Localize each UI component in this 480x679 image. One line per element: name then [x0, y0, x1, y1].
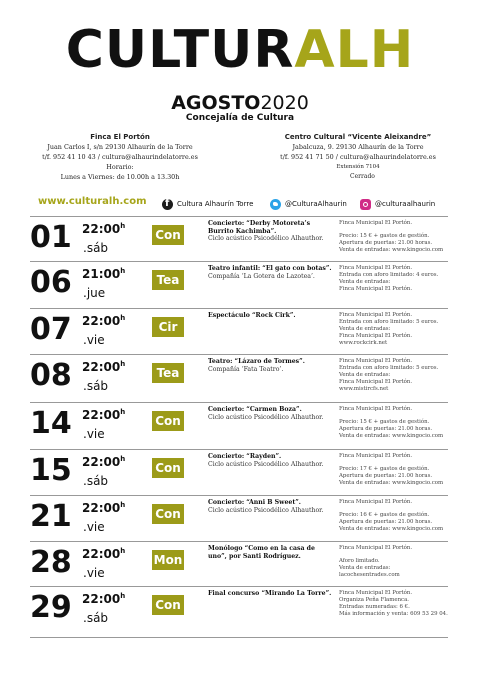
event-day: 08 [30, 358, 72, 393]
event-info-line: Finca Municipal El Portón. [339, 545, 413, 551]
event-time [82, 222, 125, 236]
event-subtitle: Compañía ‘Fata Teatro’. [208, 365, 284, 373]
event-weekday: .sáb [83, 474, 109, 488]
row-divider [30, 541, 448, 542]
event-time [82, 267, 125, 281]
event-row[interactable] [30, 405, 448, 451]
event-time-value: 22:00 [82, 455, 121, 469]
event-subtitle: Ciclo acústico Psicodélico Alhauthor. [208, 235, 324, 242]
year: 2020 [260, 92, 309, 114]
category-badge: Mon [152, 550, 184, 570]
event-info [339, 545, 451, 579]
hour-suffix: h [120, 408, 126, 416]
event-description [208, 312, 333, 320]
event-weekday: .vie [83, 333, 105, 347]
event-time-value: 22:00 [82, 547, 121, 561]
event-info-line: Precio: 17 € + gastos de gestión. [339, 466, 430, 472]
event-time-value: 22:00 [82, 592, 121, 606]
event-title: Teatro: “Lázaro de Tormes”. [208, 358, 305, 365]
event-subtitle: Compañía ‘La Gotera de Lazotea’. [208, 272, 315, 280]
event-info-line: www.mistircfs.net [339, 386, 389, 392]
event-day: 14 [30, 406, 72, 441]
event-row[interactable] [30, 452, 448, 498]
category-badge: Con [152, 411, 184, 431]
event-info [339, 220, 451, 254]
event-weekday: .vie [83, 566, 105, 580]
event-time-value: 22:00 [82, 360, 121, 374]
logo-text-black: CULTUR [65, 20, 295, 80]
event-info-line: Entrada con aforo limitado: 5 euros. [339, 365, 439, 371]
event-time [82, 360, 125, 374]
event-day: 15 [30, 453, 72, 488]
event-description [208, 220, 333, 243]
event-info [339, 406, 451, 440]
event-row[interactable] [30, 357, 448, 403]
facebook-label: Cultura Alhaurín Torre [177, 200, 254, 208]
event-info-line: www.rockcirk.net [339, 340, 388, 346]
event-info-line: Apertura de puertas: 21.00 horas. [339, 473, 433, 479]
event-time [82, 547, 125, 561]
event-info-line: Venta de entradas: [339, 326, 391, 332]
event-info-line: Finca Municipal El Portón. [339, 499, 413, 505]
twitter-icon [270, 199, 281, 210]
event-time [82, 501, 125, 515]
event-title: Espectáculo “Rock Cirk”. [208, 312, 296, 319]
month-title [0, 92, 480, 114]
hour-suffix: h [120, 547, 126, 555]
event-row[interactable] [30, 544, 448, 590]
event-row[interactable] [30, 589, 448, 635]
event-info-line: Organiza Peña Flamenca. [339, 597, 409, 603]
event-info-line: Venta de entradas: [339, 372, 391, 378]
row-divider [30, 216, 448, 217]
event-time-value: 22:00 [82, 314, 121, 328]
event-title: Final concurso “Mirando La Torre”. [208, 590, 332, 597]
event-info-line: Apertura de puertas: 21.00 horas. [339, 240, 433, 246]
event-info [339, 265, 451, 293]
event-subtitle: Ciclo acústico Psicodélico Alhauthor. [208, 506, 324, 514]
category-badge: Con [152, 225, 184, 245]
event-title: Teatro infantil: “El gato con botas”. [208, 265, 332, 272]
event-info-line: Venta de entradas: [339, 279, 391, 285]
website-link[interactable]: www.culturalh.com [38, 196, 147, 207]
row-divider [30, 308, 448, 309]
event-day: 07 [30, 312, 72, 347]
event-info-line: Finca Municipal El Portón. [339, 220, 413, 226]
event-description [208, 499, 333, 514]
facebook-link[interactable] [162, 198, 253, 210]
event-info [339, 499, 451, 533]
event-time [82, 455, 125, 469]
event-info-line: Más información y venta: 609 53 29 04. [339, 611, 448, 617]
event-info-line: Venta de entradas: www.kingocio.com [339, 433, 444, 439]
twitter-link[interactable] [270, 198, 347, 210]
event-info [339, 590, 451, 618]
hour-suffix: h [120, 222, 126, 230]
event-time [82, 592, 125, 606]
event-title: Concierto: “Rayden”. [208, 453, 282, 460]
event-info-line: Finca Municipal El Portón. [339, 312, 413, 318]
event-info-line: Finca Municipal El Portón. [339, 358, 413, 364]
event-title: Concierto: “Derby Motoreta’s Burrito Kachimba”. [208, 220, 311, 235]
event-info-line: Finca Municipal El Portón. [339, 333, 413, 339]
event-title: Concierto: “Carmen Boza”. [208, 406, 302, 413]
event-info-line: Precio: 16 € + gastos de gestión. [339, 512, 430, 518]
event-info-line: Aforo limitado. [339, 558, 380, 564]
row-divider [30, 637, 448, 638]
venue-contact: t/f. 952 41 71 50 / cultura@alhaurindelatorre.es [280, 153, 436, 161]
hour-suffix: h [120, 360, 126, 368]
event-description [208, 453, 333, 468]
venue-finca-el-porton [20, 132, 220, 182]
venue-title: Centro Cultural “Vicente Aleixandre” [284, 133, 432, 141]
event-info [339, 453, 451, 487]
row-divider [30, 586, 448, 587]
instagram-link[interactable] [360, 198, 435, 210]
social-bar [38, 196, 458, 212]
event-time [82, 408, 125, 422]
event-time-value: 22:00 [82, 222, 121, 236]
event-weekday: .vie [83, 520, 105, 534]
category-badge: Tea [152, 270, 184, 290]
event-row[interactable] [30, 264, 448, 310]
event-description [208, 358, 333, 373]
category-badge: Con [152, 458, 184, 478]
category-badge: Cir [152, 317, 184, 337]
instagram-label: @culturaalhaurin [375, 200, 436, 208]
event-weekday: .sáb [83, 379, 109, 393]
event-weekday: .vie [83, 427, 105, 441]
event-day: 06 [30, 265, 72, 300]
hour-suffix: h [120, 455, 126, 463]
venue-centro-cultural [258, 132, 458, 180]
twitter-label: @CulturaAlhaurin [285, 200, 347, 208]
culturalh-logo [0, 20, 480, 80]
event-day: 28 [30, 545, 72, 580]
row-divider [30, 402, 448, 403]
event-day: 29 [30, 590, 72, 625]
venue-address: Jabalcuza, 9. 29130 Alhaurín de la Torre [292, 143, 424, 151]
event-info-line: Finca Municipal El Portón. [339, 590, 413, 596]
instagram-icon [360, 199, 371, 210]
event-info-line: Entrada con aforo limitado: 4 euros. [339, 272, 439, 278]
event-info-line: Apertura de puertas: 21.00 horas. [339, 426, 433, 432]
event-description [208, 590, 333, 598]
event-row[interactable] [30, 498, 448, 544]
event-weekday: .sáb [83, 241, 109, 255]
category-badge: Tea [152, 363, 184, 383]
event-info [339, 358, 451, 393]
event-day: 01 [30, 220, 72, 255]
venue-extension: Extensión 7104 [336, 164, 380, 170]
venue-hours-label: Horario: [106, 163, 134, 171]
month-name: AGOSTO [171, 92, 261, 114]
event-info-line: Apertura de puertas: 21.00 horas. [339, 519, 433, 525]
hour-suffix: h [120, 592, 126, 600]
category-badge: Con [152, 504, 184, 524]
event-description [208, 406, 333, 421]
event-info-line: Finca Municipal El Portón. [339, 453, 413, 459]
event-time-value: 22:00 [82, 501, 121, 515]
event-info-line: Venta de entradas: [339, 565, 391, 571]
event-info-line: Venta de entradas: www.kingocio.com [339, 480, 444, 486]
category-badge: Con [152, 595, 184, 615]
event-weekday: .sáb [83, 611, 109, 625]
event-weekday: .jue [83, 286, 106, 300]
row-divider [30, 354, 448, 355]
venue-address: Juan Carlos I, s/n 29130 Alhaurín de la Torre [47, 143, 193, 151]
venue-closed: Cerrado [350, 173, 375, 180]
row-divider [30, 449, 448, 450]
event-info-line: Finca Municipal El Portón. [339, 286, 413, 292]
row-divider [30, 261, 448, 262]
event-info-line: Venta de entradas: www.kingocio.com [339, 526, 444, 532]
hour-suffix: h [120, 314, 126, 322]
event-subtitle: Ciclo acústico Psicodélico Alhauthor. [208, 413, 324, 421]
event-info-line: Entradas numeradas: 6 €. [339, 604, 410, 610]
event-info-line: Finca Municipal El Portón. [339, 406, 413, 412]
event-info-line: Entrada con aforo limitado: 5 euros. [339, 319, 439, 325]
event-info-line: Venta de entradas: www.kingocio.com [339, 247, 444, 253]
event-time-value: 22:00 [82, 408, 121, 422]
event-info [339, 312, 451, 347]
event-info-line: Finca Municipal El Portón. [339, 265, 413, 271]
hour-suffix: h [120, 501, 126, 509]
venue-contact: t/f. 952 41 10 43 / cultura@alhaurindelatorre.es [42, 153, 198, 161]
event-subtitle: Ciclo acústico Psicodélico Alhauthor. [208, 460, 324, 468]
event-row[interactable] [30, 311, 448, 357]
department-subtitle: Concejalía de Cultura [185, 113, 295, 123]
event-info-line: lacochesentrades.com [339, 572, 400, 578]
event-time [82, 314, 125, 328]
event-day: 21 [30, 499, 72, 534]
event-description [208, 545, 333, 560]
event-info-line: Finca Municipal El Portón. [339, 379, 413, 385]
hour-suffix: h [120, 267, 126, 275]
event-title: Concierto: “Anni B Sweet”. [208, 499, 301, 506]
event-info-line: Precio: 15 € + gastos de gestión. [339, 419, 430, 425]
event-info-line: Precio: 15 € + gastos de gestión. [339, 233, 430, 239]
venue-hours: Lunes a Viernes: de 10.00h a 13.30h [60, 173, 180, 181]
event-row[interactable] [30, 219, 448, 265]
event-description [208, 265, 333, 280]
event-time-value: 21:00 [82, 267, 121, 281]
row-divider [30, 495, 448, 496]
facebook-icon [162, 199, 173, 210]
logo-text-olive: ALH [294, 20, 415, 80]
venue-title: Finca El Portón [90, 133, 150, 141]
event-title: Monólogo “Como en la casa de uno”, por Santi Rodríguez. [208, 545, 315, 560]
